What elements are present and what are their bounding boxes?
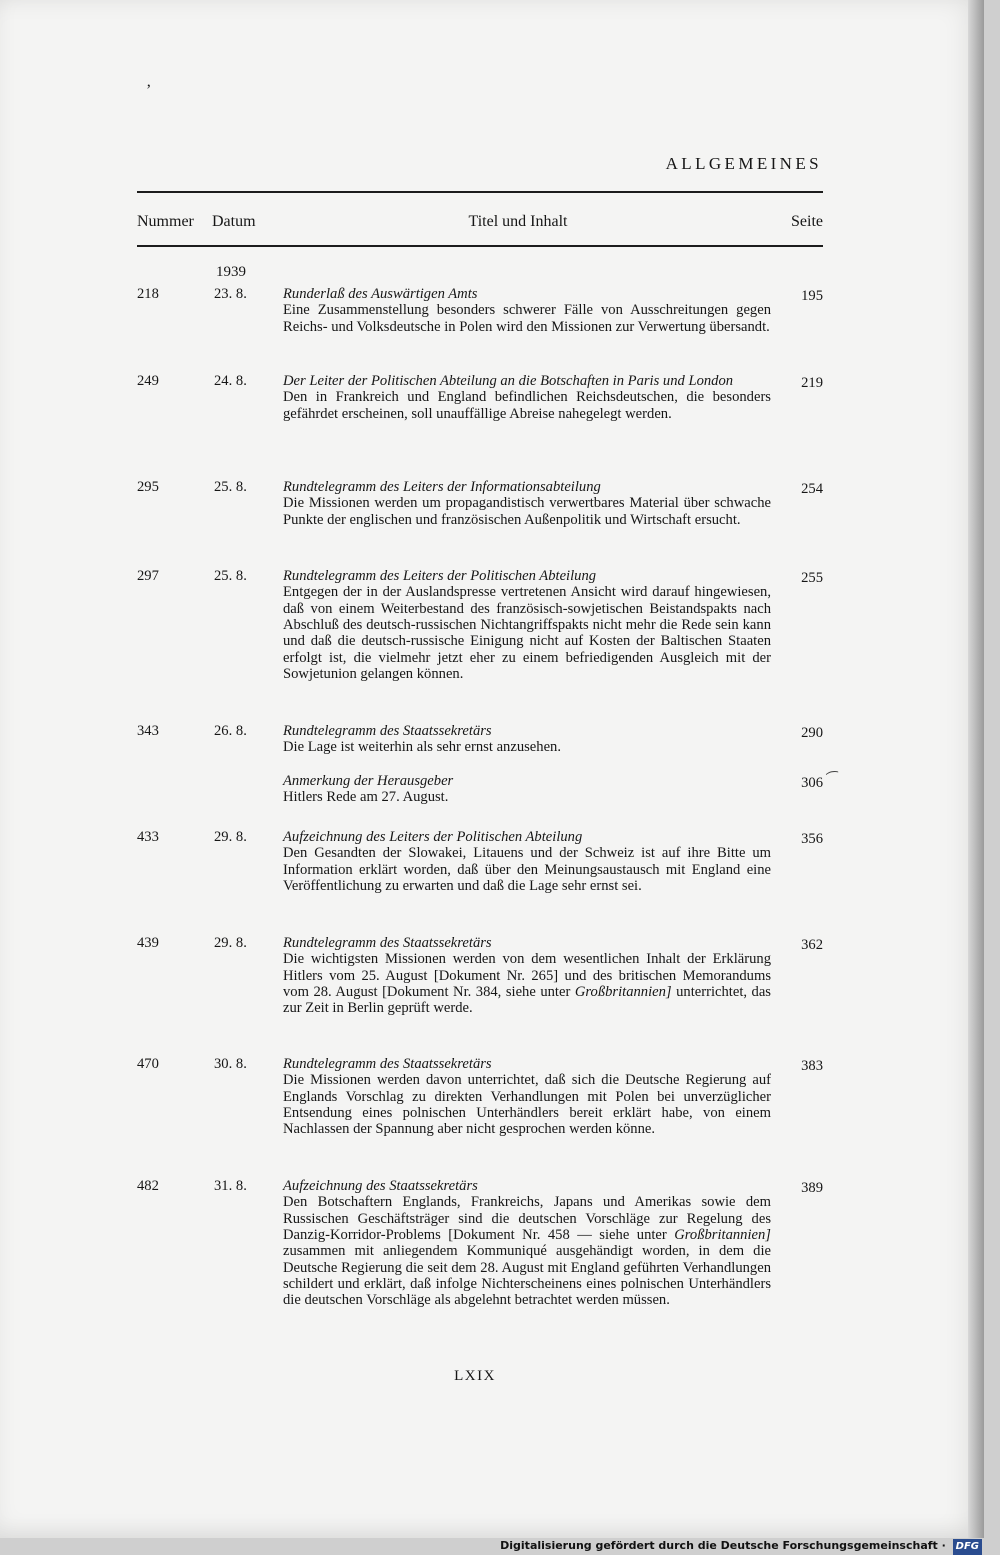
entry-number: 343 (137, 723, 159, 739)
entry-text (283, 723, 771, 756)
entry-summary (283, 951, 771, 1016)
entry-date: 31. 8. (214, 1178, 247, 1194)
entry-text (283, 568, 771, 682)
summary-text-tail: unterrichtet, das zur Zeit in Berlin geprüft werde. (283, 984, 771, 1017)
page-edge-shadow (968, 0, 984, 1538)
dfg-logo-icon: DFG (953, 1539, 982, 1555)
entry-text (283, 373, 771, 422)
country-reference: Großbritannien] (574, 984, 672, 1001)
summary-text-tail: zusammen mit anliegendem Kommuniqué ausgehändigt worden, in dem die Deutsche Regierung die seit dem 28. August mit England geführten Verhandlungen schildert und erklärt, daß infolge Nichterscheinens eines polnischen Unterhändlers die deutschen Vorschläge als abgelehnt betrachtet werden müssen. (283, 1243, 771, 1309)
entry-text (283, 286, 771, 335)
entry-title: Rundtelegramm des Leiters der Informationsabteilung (283, 479, 601, 495)
entry-number: 470 (137, 1056, 159, 1072)
entry-page: 362 (801, 937, 823, 953)
digitization-note: Digitalisierung gefördert durch die Deutsche Forschungsgemeinschaft · (500, 1539, 946, 1552)
entry-date: 30. 8. (214, 1056, 247, 1072)
entry-date: 26. 8. (214, 723, 247, 739)
column-header-page: Seite (791, 213, 823, 230)
entry-number: 482 (137, 1178, 159, 1194)
entry-text (283, 479, 771, 528)
entry-date: 23. 8. (214, 286, 247, 302)
entry-number: 297 (137, 568, 159, 584)
entry-summary: Hitlers Rede am 27. August. (283, 789, 449, 806)
entry-summary: Die Lage ist weiterhin als sehr ernst anzusehen. (283, 739, 561, 756)
entry-page: 219 (801, 375, 823, 391)
entry-date: 29. 8. (214, 935, 247, 951)
entry-number: 433 (137, 829, 159, 845)
entry-title: Aufzeichnung des Leiters der Politischen Abteilung (283, 829, 583, 845)
entry-date: 29. 8. (214, 829, 247, 845)
section-title: ALLGEMEINES (665, 154, 822, 173)
entry-page: 306 (801, 775, 823, 791)
entry-summary: Den in Frankreich und England befindlichen Reichsdeutschen, die besonders gefährdet erscheinen, soll unauffällige Abreise nahegelegt werden. (283, 389, 771, 422)
entry-title: Aufzeichnung des Staatssekretärs (283, 1178, 478, 1194)
header-top-rule (137, 191, 823, 193)
entry-title: Der Leiter der Politischen Abteilung an die Botschaften in Paris und London (283, 373, 734, 389)
entry-text (283, 829, 771, 894)
entry-number: 249 (137, 373, 159, 389)
entry-number: 218 (137, 286, 159, 302)
entry-summary: Entgegen der in der Auslandspresse vertretenen Ansicht wird darauf hingewiesen, daß von einem Weiterbestand des französisch-sowjetischen Beistandspakts nach Abschluß des deutsch-russischen Nichtangriffspakts nicht mehr die Rede sein kann und daß die deutsch-russische Einigung nicht auf Kosten der Baltischen Staaten erfolgt ist, die vielmehr jetzt eher zu einem befriedigenden Ausgleich mit der Sowjetunion gelangen können. (283, 584, 771, 683)
entry-text (283, 1056, 771, 1138)
summary-text: Den Botschaftern Englands, Frankreichs, Japans und Amerikas sowie dem Russischen Geschäftsträger sind die deutschen Vorschläge zur Regelung des Danzig-Korridor-Problems [Dokument Nr. 458 — siehe unter (283, 1194, 771, 1244)
entry-page: 290 (801, 725, 823, 741)
entry-date: 25. 8. (214, 479, 247, 495)
entry-date: 25. 8. (214, 568, 247, 584)
entry-page: 356 (801, 831, 823, 847)
entry-summary: Den Gesandten der Slowakei, Litauens und der Schweiz ist auf ihre Bitte um Information erklärt worden, daß über den Meinungsaustausch mit England eine Veröffentlichung zu erwarten und daß die Lage sehr ernst sei. (283, 845, 771, 895)
entry-summary: Eine Zusammenstellung besonders schwerer Fälle von Ausschreitungen gegen Reichs- und Volksdeutsche in Polen wird den Missionen zur Verwertung übersandt. (283, 302, 771, 335)
summary-text: Die wichtigsten Missionen werden von dem wesentlichen Inhalt der Erklärung Hitlers vom 25. August [Dokument Nr. 265] und des britischen Memorandums vom 28. August [Dokument Nr. 384, siehe unter (283, 951, 771, 1001)
entry-title: Rundtelegramm des Leiters der Politischen Abteilung (283, 568, 597, 584)
entry-title: Anmerkung der Herausgeber (283, 773, 454, 789)
entry-page: 389 (801, 1180, 823, 1196)
entry-text (283, 935, 771, 1017)
entry-number: 439 (137, 935, 159, 951)
pencil-check-icon: ⁀ (826, 771, 841, 790)
digitization-credit (382, 1538, 982, 1554)
entry-summary: Die Missionen werden um propagandistisch verwertbares Material über schwache Punkte der englischen und französischen Außenpolitik und Wirtschaft ersucht. (283, 495, 771, 528)
entry-text (283, 773, 771, 806)
entry-title: Rundtelegramm des Staatssekretärs (283, 935, 492, 951)
entry-page: 254 (801, 481, 823, 497)
column-header-date: Datum (212, 213, 256, 230)
column-header-title: Titel und Inhalt (468, 213, 568, 230)
column-header-number: Nummer (137, 213, 194, 230)
entry-page: 383 (801, 1058, 823, 1074)
margin-mark: ’ (146, 82, 152, 99)
year-label: 1939 (216, 264, 246, 280)
entry-date: 24. 8. (214, 373, 247, 389)
entry-number: 295 (137, 479, 159, 495)
entry-summary (283, 1194, 771, 1308)
entry-summary: Die Missionen werden davon unterrichtet, daß sich die Deutsche Regierung auf Englands Vorschlag zu direkten Verhandlungen mit Polen bei unverzüglicher Entsendung eines polnischen Unterhändlers bereit erklärt habe, von einem Nachlassen der Spannung aber nicht gesprochen werden könne. (283, 1072, 771, 1138)
page-folio: LXIX (454, 1368, 496, 1384)
entry-title: Rundtelegramm des Staatssekretärs (283, 723, 492, 739)
entry-page: 195 (801, 288, 823, 304)
entry-text (283, 1178, 771, 1309)
country-reference: Großbritannien] (674, 1227, 771, 1244)
entry-title: Rundtelegramm des Staatssekretärs (283, 1056, 492, 1072)
entry-page: 255 (801, 570, 823, 586)
header-bottom-rule (137, 245, 823, 247)
entry-title: Runderlaß des Auswärtigen Amts (283, 286, 478, 302)
